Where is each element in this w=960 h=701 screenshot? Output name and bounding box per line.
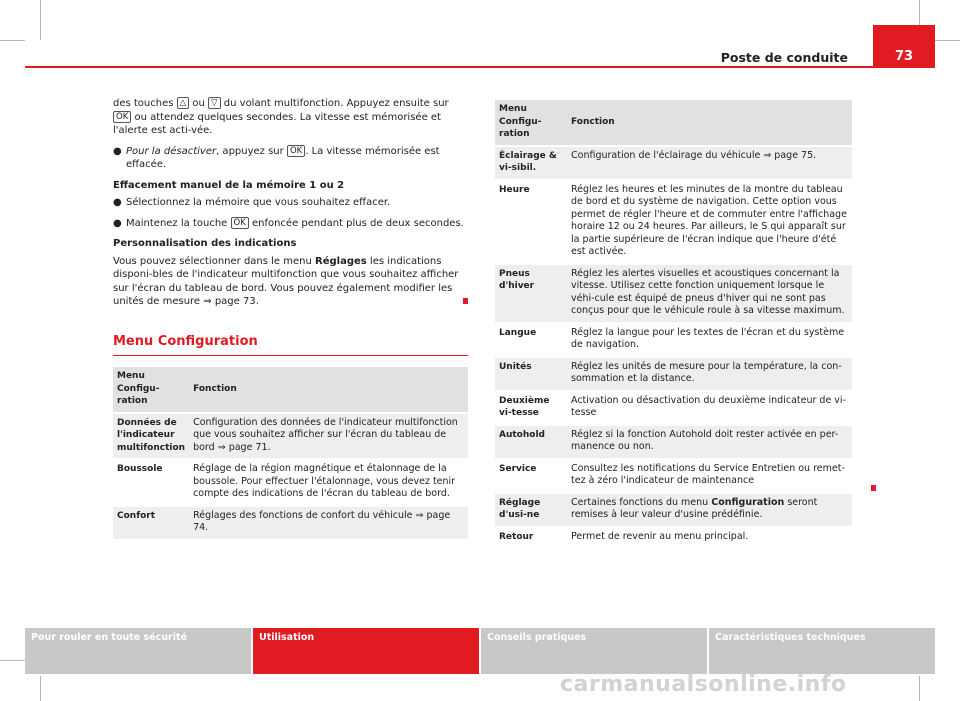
table-row	[495, 459, 852, 493]
table-row	[495, 391, 852, 425]
table-key-cell: Autohold	[495, 425, 567, 459]
table-value-cell: Configuration des données de l'indicateur multifonction que vous souhaitez afficher sur l'écran du tableau de bord ⇒ page 71.	[189, 413, 468, 460]
bullet-text: Sélectionnez la mémoire que vous souhaitez effacer.	[126, 197, 391, 208]
footer-tab-caracteristiques[interactable]: Caractéristiques techniques	[709, 628, 935, 674]
table-key-cell: Données de l'indicateur multifonction	[113, 413, 189, 460]
running-header-title: Poste de conduite	[720, 50, 848, 65]
table-value-cell	[567, 493, 852, 527]
table-row	[495, 323, 852, 357]
table-row	[113, 459, 468, 506]
intro-text: ou attendez quelques secondes. La vitesse est mémorisée et l'alerte est acti-vée.	[113, 111, 441, 136]
table-value-cell: Réglez les heures et les minutes de la montre du tableau de bord et du système de navigation. Cette option vous permet de régler l'heure et de commuter entre l'affichage horaire 12 ou 24 heures. Par ailleurs, le S qui apparaît sur la partie supérieure de l'écran indique que l'heure d'été est activée.	[567, 180, 852, 264]
table-key-cell: Pneus d'hiver	[495, 264, 567, 323]
cell-text: seront remises à leur valeur d'usine prédéfinie.	[571, 496, 818, 520]
table-header-cell: Fonction	[567, 100, 852, 146]
table-key-cell: Deuxième vi-tesse	[495, 391, 567, 425]
table-value-cell: Réglage de la région magnétique et étalonnage de la boussole. Pour effectuer l'étalonnage, vous devez tenir compte des indications de l'écran du tableau de bord.	[189, 459, 468, 506]
table-value-cell: Configuration de l'éclairage du véhicule ⇒ page 75.	[567, 146, 852, 180]
footer-tab-utilisation[interactable]: Utilisation	[253, 628, 479, 674]
page-number: 73	[873, 25, 935, 67]
table-key-cell: Unités	[495, 357, 567, 391]
table-key-cell: Confort	[113, 506, 189, 540]
table-key-cell: Réglage d'usi-ne	[495, 493, 567, 527]
right-config-table	[495, 100, 852, 549]
subheading-personnalisation: Personnalisation des indications	[113, 238, 297, 249]
footer-tab-securite[interactable]: Pour rouler en toute sécurité	[25, 628, 251, 674]
crop-mark	[935, 40, 960, 41]
table-header-cell: Menu Configu-ration	[113, 367, 189, 413]
perso-bold-text: Réglages	[315, 255, 367, 267]
table-header-row	[113, 367, 468, 413]
bullet-dot-icon: ●	[113, 217, 122, 229]
table-row	[495, 180, 852, 264]
bullet-text: . La vitesse mémorisée est effacée.	[126, 145, 440, 170]
table-row	[495, 527, 852, 549]
header-rule	[25, 66, 935, 68]
bullet-text: Maintenez la touche	[126, 217, 228, 229]
bullet-dot-icon: ●	[113, 197, 122, 208]
table-key-cell: Boussole	[113, 459, 189, 506]
intro-text: ou	[192, 98, 205, 109]
table-key-cell: Éclairage & vi-sibil.	[495, 146, 567, 180]
perso-text: les indications disponi-bles de l'indicateur multifonction que vous souhaitez afficher sur l'écran du tableau de bord. Vous pouvez également modifier les unités de mesure ⇒ page 73.	[113, 255, 459, 307]
bullet-item	[113, 145, 468, 172]
left-column	[113, 97, 468, 316]
table-row	[495, 493, 852, 527]
table-value-cell: Activation ou désactivation du deuxième indicateur de vi-tesse	[567, 391, 852, 425]
table-row	[113, 506, 468, 540]
section-title-menu-configuration: Menu Configuration	[113, 334, 468, 356]
arrow-up-key-icon: △	[177, 97, 190, 109]
footer-nav	[25, 628, 935, 674]
table-row	[495, 425, 852, 459]
table-value-cell: Réglez la langue pour les textes de l'écran et du système de navigation.	[567, 323, 852, 357]
subheading-effacement: Effacement manuel de la mémoire 1 ou 2	[113, 179, 345, 191]
bullet-italic-text: Pour la désactiver	[126, 145, 217, 157]
intro-text: des touches	[113, 98, 174, 109]
bullet-item	[113, 217, 468, 231]
table-value-cell: Consultez les notifications du Service Entretien ou remet-tez à zéro l'indicateur de maintenance	[567, 459, 852, 493]
crop-mark	[919, 676, 920, 701]
table-key-cell: Retour	[495, 527, 567, 549]
table-row	[113, 413, 468, 460]
cell-bold-text: Configuration	[711, 496, 785, 508]
table-key-cell: Langue	[495, 323, 567, 357]
table-key-cell: Service	[495, 459, 567, 493]
crop-mark	[0, 40, 25, 41]
table-value-cell: Réglez si la fonction Autohold doit rester activée en per-manence ou non.	[567, 425, 852, 459]
cell-text: Certaines fonctions du menu	[571, 496, 709, 508]
left-config-table	[113, 367, 468, 541]
crop-mark	[40, 0, 41, 40]
table-value-cell: Permet de revenir au menu principal.	[567, 527, 852, 549]
bullet-item	[113, 196, 468, 210]
table-header-cell: Fonction	[189, 367, 468, 413]
table-row	[495, 146, 852, 180]
crop-mark	[0, 660, 25, 661]
section-end-icon	[463, 298, 468, 304]
bullet-text: enfoncée pendant plus de deux secondes.	[251, 217, 464, 229]
table-key-cell: Heure	[495, 180, 567, 264]
ok-key-icon: OK	[231, 217, 249, 229]
footer-tab-conseils[interactable]: Conseils pratiques	[481, 628, 707, 674]
watermark: carmanualsonline.info	[560, 672, 847, 697]
arrow-down-key-icon: ▽	[208, 97, 221, 109]
intro-text: du volant multifonction. Appuyez ensuite sur	[223, 98, 449, 109]
crop-mark	[40, 676, 41, 701]
table-value-cell: Réglez les unités de mesure pour la température, la con-sommation et la distance.	[567, 357, 852, 391]
table-value-cell: Réglez les alertes visuelles et acoustiques concernant la vitesse. Utilisez cette fonction uniquement lorsque le véhi-cule est équipé de pneus d'hiver qui ne sont pas conçus pour que le véhicule roule à sa vitesse maximum.	[567, 264, 852, 323]
perso-paragraph	[113, 255, 468, 309]
ok-key-icon: OK	[113, 111, 131, 123]
table-row	[495, 357, 852, 391]
perso-text: Vous pouvez sélectionner dans le menu	[113, 255, 312, 267]
intro-paragraph	[113, 97, 468, 138]
table-header-row	[495, 100, 852, 146]
section-end-icon	[871, 485, 876, 491]
table-header-cell: Menu Configu-ration	[495, 100, 567, 146]
table-row	[495, 264, 852, 323]
table-value-cell: Réglages des fonctions de confort du véhicule ⇒ page 74.	[189, 506, 468, 540]
bullet-text: , appuyez sur	[216, 145, 284, 157]
ok-key-icon: OK	[287, 145, 305, 157]
bullet-dot-icon: ●	[113, 145, 122, 157]
